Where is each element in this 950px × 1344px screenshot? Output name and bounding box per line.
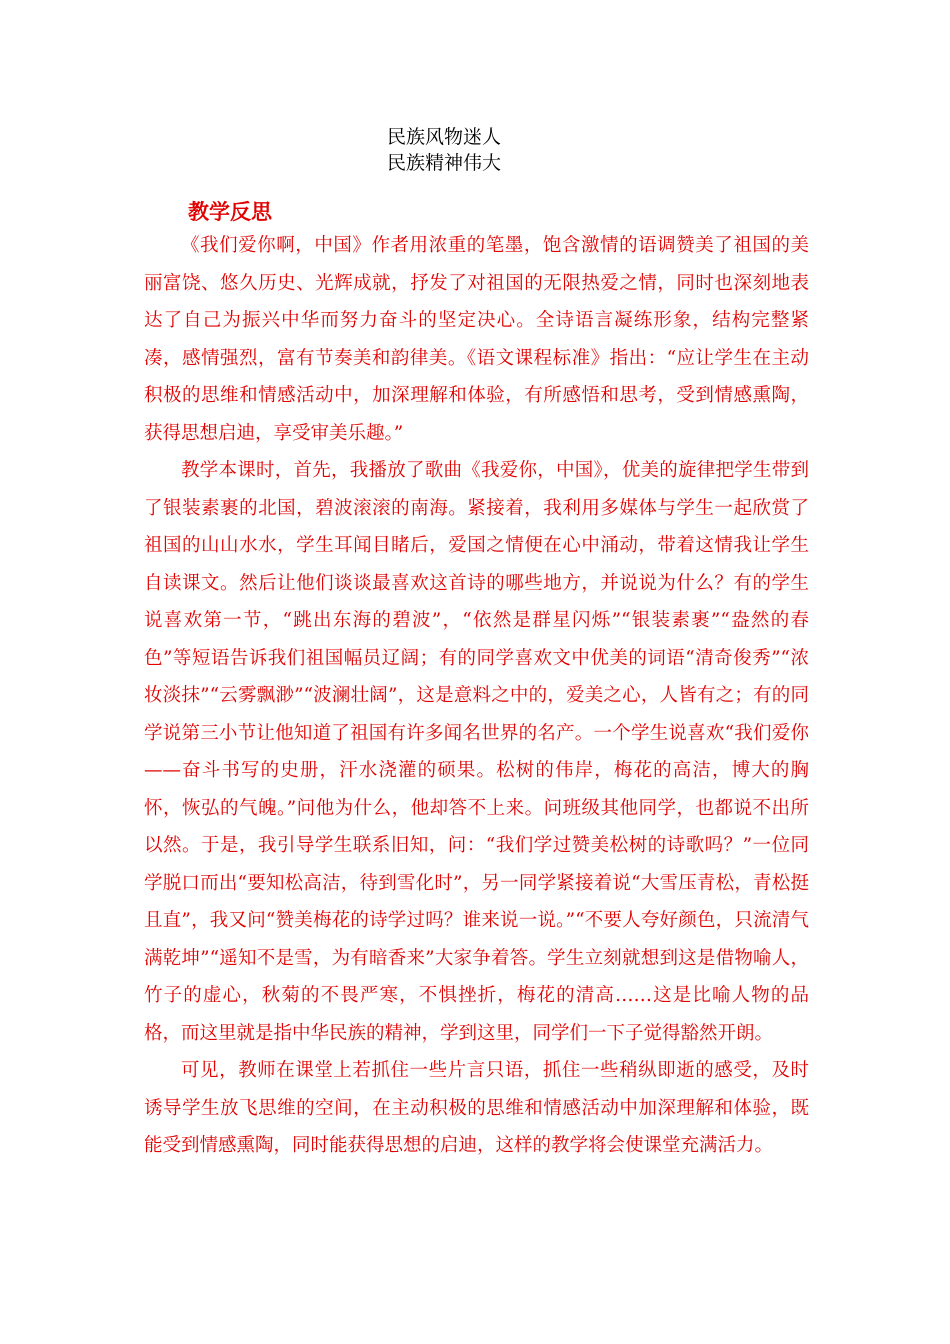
paragraph-3: 可见，教师在课堂上若抓住一些片言只语，抓住一些稍纵即逝的感受，及时诱导学生放飞思维的空间，在主动积极的思维和情感活动中加深理解和体验，既能受到情感熏陶，同时能获得思想的启迪，这样的教学将会使课堂充满活力。 (144, 1060, 809, 1156)
blackboard-summary (387, 124, 587, 176)
paragraph-1: 《我们爱你啊，中国》作者用浓重的笔墨，饱含激情的语调赞美了祖国的美丽富饶、悠久历史、光辉成就，抒发了对祖国的无限热爱之情，同时也深刻地表达了自己为振兴中华而努力奋斗的坚定决心。全诗语言凝练形象，结构完整紧凑，感情强烈，富有节奏美和韵律美。《语文课程标准》指出：“应让学生在主动积极的思维和情感活动中，加深理解和体验，有所感悟和思考，受到情感熏陶，获得思想启迪，享受审美乐趣。” (144, 235, 809, 444)
section-title: 教学反思 (188, 199, 272, 224)
reflection-body (144, 227, 809, 1165)
paragraph-2: 教学本课时，首先，我播放了歌曲《我爱你，中国》，优美的旋律把学生带到了银装素裹的北国，碧波滚滚的南海。紧接着，我利用多媒体与学生一起欣赏了祖国的山山水水，学生耳闻目睹后，爱国之情便在心中涌动，带着这情我让学生自读课文。然后让他们谈谈最喜欢这首诗的哪些地方，并说说为什么？有的学生说喜欢第一节，“跳出东海的碧波”，“依然是群星闪烁”“银装素裹”“盎然的春色”等短语告诉我们祖国幅员辽阔；有的同学喜欢文中优美的词语“清奇俊秀”“浓妆淡抹”“云雾飘渺”“波澜壮阔”，这是意料之中的，爱美之心，人皆有之；有的同学说第三小节让他知道了祖国有许多闻名世界的名产。一个学生说喜欢“我们爱你——奋斗书写的史册，汗水浇灌的硕果。松树的伟岸，梅花的高洁，博大的胸怀，恢弘的气魄。”问他为什么，他却答不上来。问班级其他同学，也都说不出所以然。于是，我引导学生联系旧知，问：“我们学过赞美松树的诗歌吗？”一位同学脱口而出“要知松高洁，待到雪化时”，另一同学紧接着说“大雪压青松，青松挺且直”，我又问“赞美梅花的诗学过吗？谁来说一说。”“不要人夸好颜色，只流清气满乾坤”“遥知不是雪，为有暗香来”大家争着答。学生立刻就想到这是借物喻人，竹子的虚心，秋菊的不畏严寒，不惧挫折，梅花的清高……这是比喻人物的品格，而这里就是指中华民族的精神，学到这里，同学们一下子觉得豁然开朗。 (144, 460, 809, 1044)
summary-line-1: 民族风物迷人 (387, 126, 502, 148)
summary-line-2: 民族精神伟大 (387, 152, 502, 174)
